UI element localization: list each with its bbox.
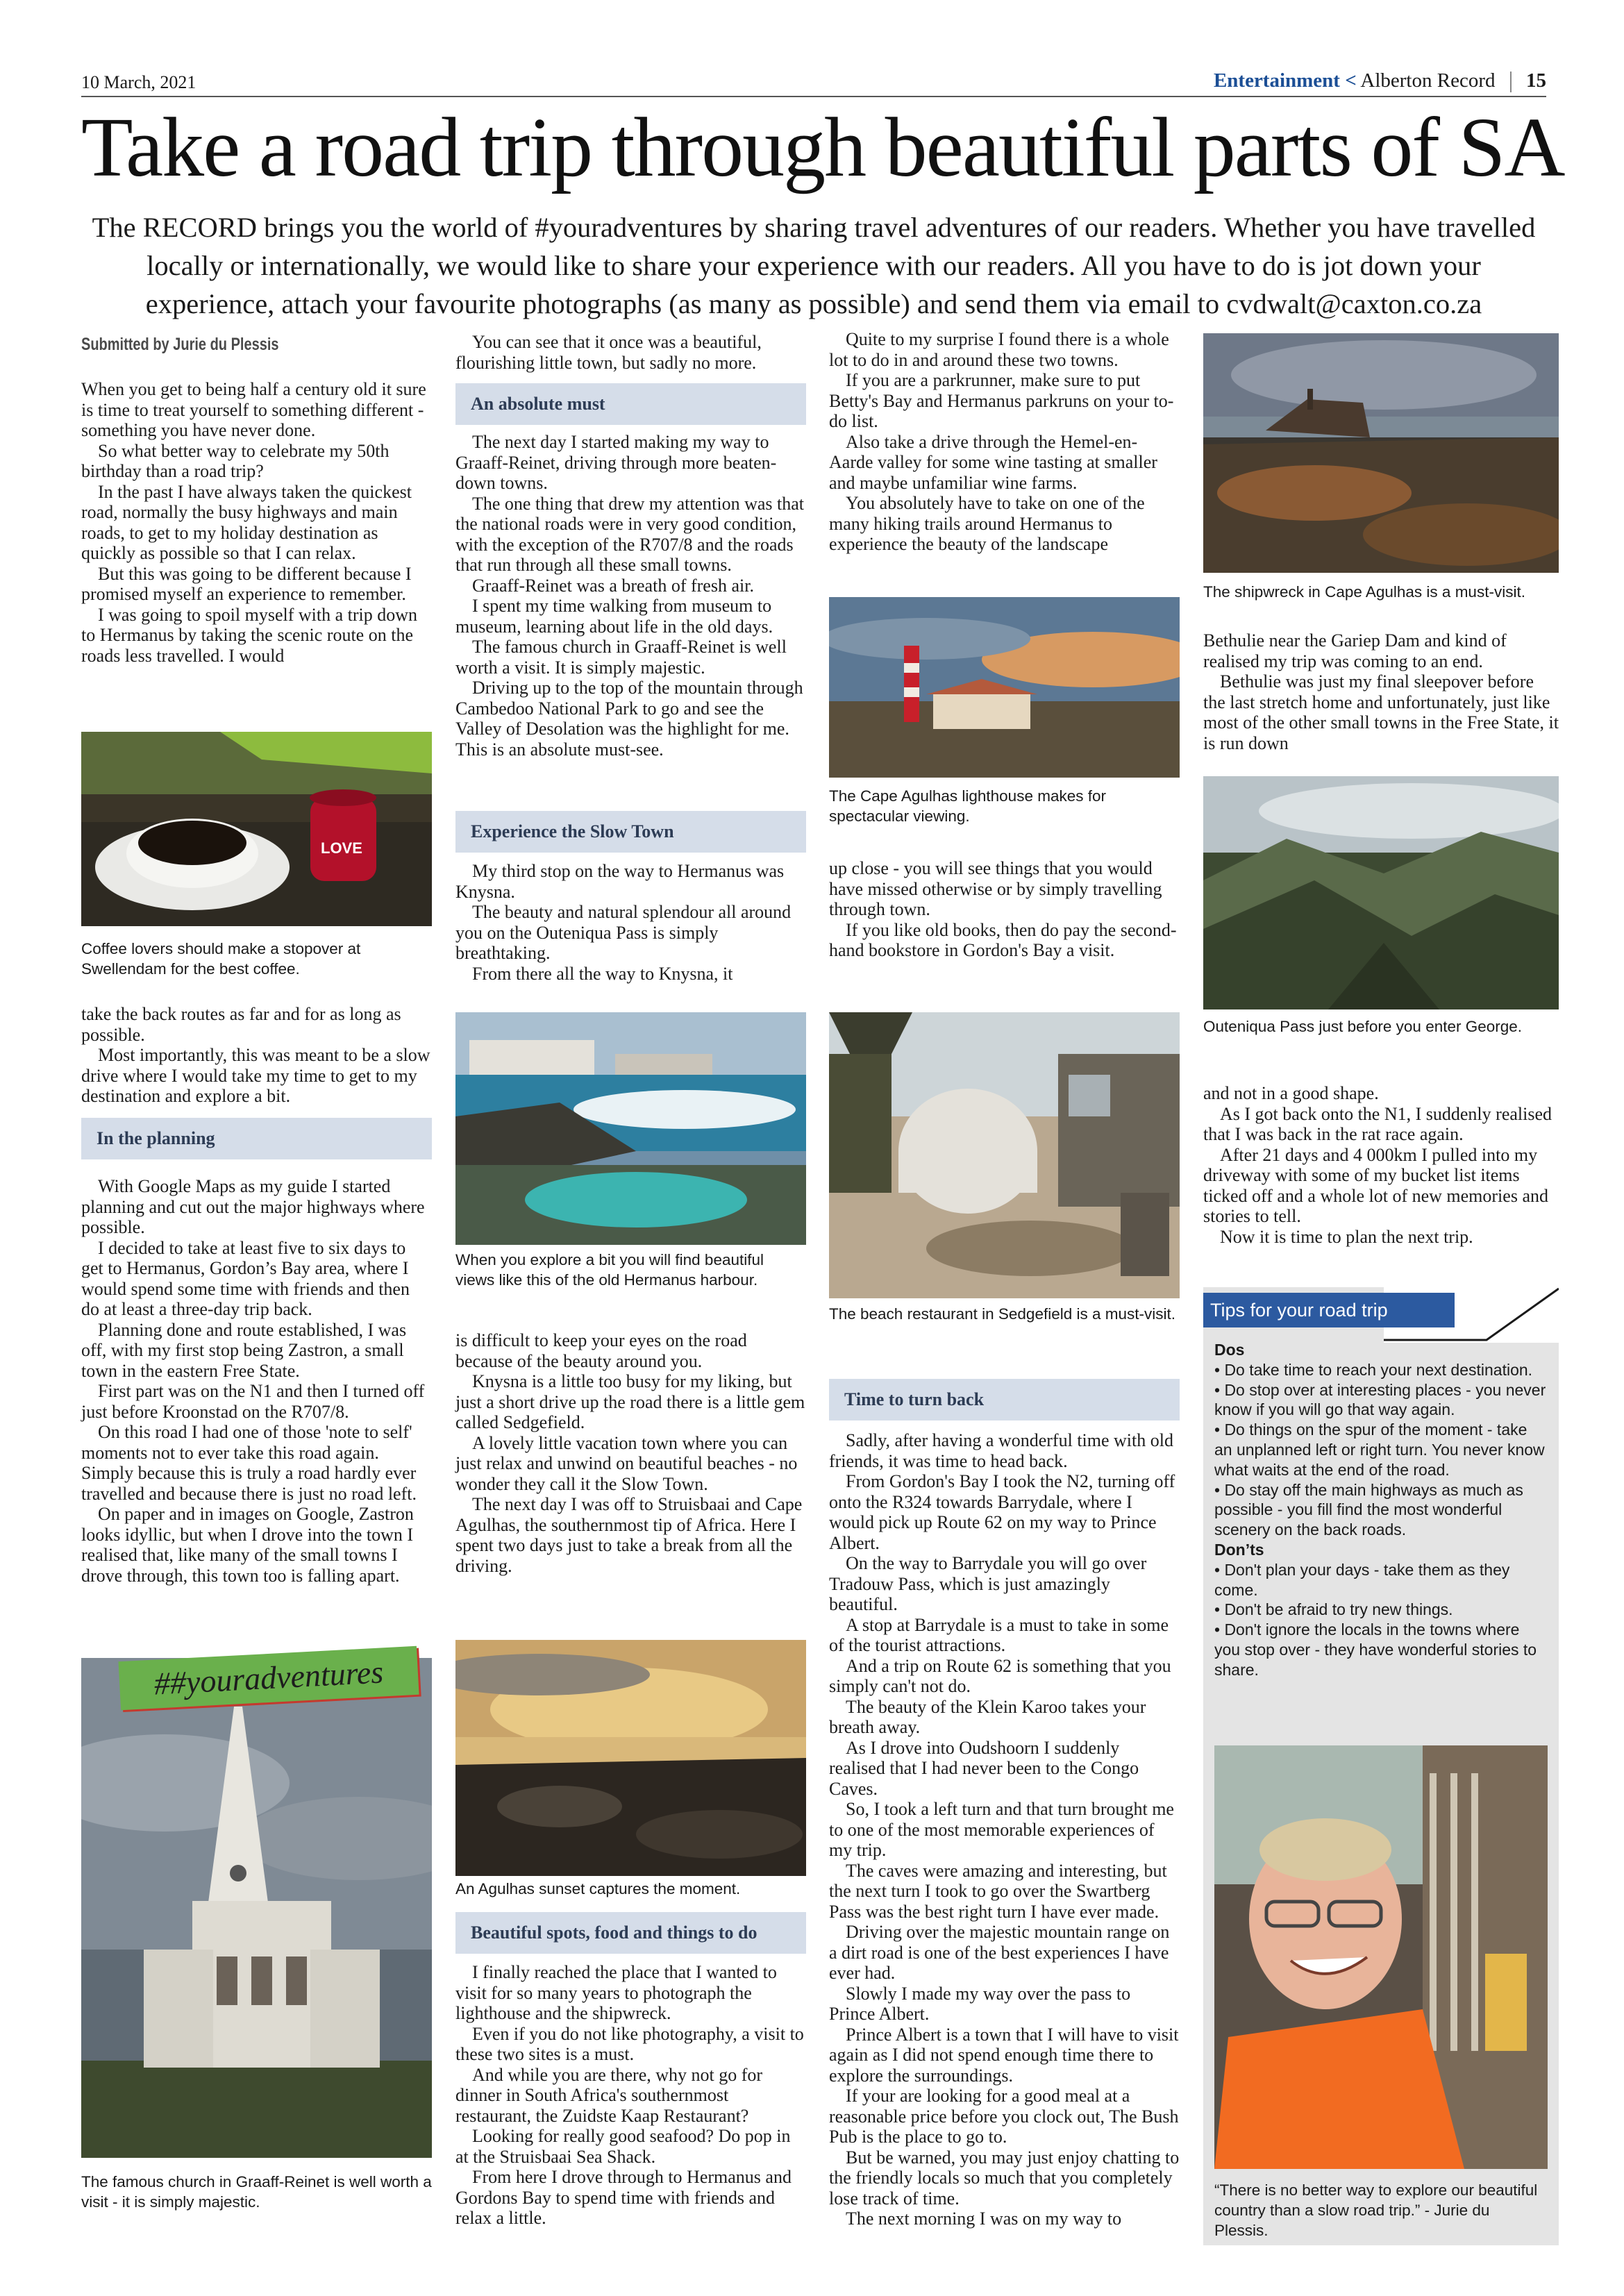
tips-box	[1203, 1287, 1559, 2245]
col2-text-d: is difficult to keep your eyes on the road because of the beauty around you. Knysna is a little too busy for my liking, but just a short drive up the road there is a little gem called Sedgefield. A lovely little vacation town where you can just relax and unwind on beautiful beaches - no wonder they call it the Slow Town. The next day I was off to Struisbaai and Cape Agulhas, the southernmost tip of Africa. Here I spent two days just to take a break from all the driving.	[455, 1330, 805, 1576]
col4-text-a: Bethulie near the Gariep Dam and kind of realised my trip was coming to an end. Bethulie was just my final sleepover before the last stretch home and unfortunately, just like most of the other small towns in the Free State, it is run down	[1203, 630, 1559, 753]
col4-text-b: and not in a good shape. As I got back onto the N1, I suddenly realised that I was back in the rat race again. After 21 days and 4 000km I pulled into my driveway with some of my bucket list items ticked off and a whole lot of new memories and stories to tell. Now it is time to plan the next trip.	[1203, 1083, 1552, 1247]
dos-heading: Dos	[1214, 1341, 1245, 1359]
col2-text-c: My third stop on the way to Hermanus was Knysna. The beauty and natural splendour all around you on the Outeniqua Pass is simply breathtaking. From there all the way to Knysna, it	[455, 861, 792, 984]
page-header	[81, 69, 1546, 97]
dos-item: • Do take time to reach your next destination.	[1214, 1360, 1533, 1379]
outeniqua-pass-photo	[1203, 776, 1559, 1009]
col1-text-a: When you get to being half a century old it sure is time to treat yourself to something different - something you have never done. So what better way to celebrate my 50th birthday than a road trip? In the past I have always taken the quickest road, normally the busy highways and main roads, to get to my holiday destination as quickly as possible so that I can relax. But this was going to be different because I promised myself an experience to remember. I was going to spoil myself with a trip down to Hermanus by taking the scenic route on the roads less travelled. I would	[81, 379, 426, 666]
mug-label: LOVE	[321, 839, 362, 857]
restaurant-photo	[829, 1012, 1180, 1298]
col3-text-b: up close - you will see things that you would have missed otherwise or by simply travelling through town. If you like old books, then do pay the second-hand bookstore in Gordon's Bay a visit.	[829, 858, 1177, 960]
headline: Take a road trip through beautiful parts of SA	[81, 101, 1564, 194]
col2-text-a: You can see that it once was a beautiful, flourishing little town, but sadly no more.	[455, 332, 762, 373]
dos-item: • Do stay off the main highways as much as possible - you fill find the most wonderful scenery on the back roads.	[1214, 1480, 1523, 1539]
harbour-photo	[455, 1012, 806, 1245]
header-divider	[1510, 72, 1512, 92]
section-separator: <	[1345, 69, 1357, 92]
subhead-planning: In the planning	[81, 1118, 432, 1159]
col2-text-e: I finally reached the place that I wanted to visit for so many years to photograph the lighthouse and the shipwreck. Even if you do not like photography, a visit to these two sites is a must. And while you are there, why not go for dinner in South Africa's southernmost restaurant, the Zuidste Kaap Restaurant? Looking for really good seafood? Do pop in at the Struisbaai Sea Shack. From here I drove through to Hermanus and Gordons Bay to spend time with friends and relax a little.	[455, 1962, 804, 2228]
church-photo	[81, 1658, 432, 2158]
coffee-photo	[81, 732, 432, 926]
intro-paragraph: The RECORD brings you the world of #youradventures by sharing travel adventures of our readers. Whether you have travelled locally or internationally, we would like to share your experience with our readers. All you have to do is jot down your experience, attach your favourite photographs (as many as possible) and send them via email to cvdwalt@caxton.co.za	[92, 212, 1536, 319]
tag-text: ##youradventures	[153, 1654, 385, 1702]
shipwreck-photo	[1203, 333, 1559, 573]
col1-text-b: take the back routes as far and for as long as possible. Most importantly, this was meant to be a slow drive where I would take my time to get to my destination and explore a bit.	[81, 1004, 430, 1106]
section-label	[1214, 69, 1546, 92]
page-number: 15	[1526, 69, 1546, 92]
lighthouse-caption: The Cape Agulhas lighthouse makes for spectacular viewing.	[829, 787, 1106, 825]
tips-content	[1214, 1340, 1548, 1680]
dos-item: • Do stop over at interesting places - you never know if you will go that way again.	[1214, 1380, 1546, 1419]
byline: Submitted by Jurie du Plessis	[81, 335, 279, 354]
donts-item: • Don't be afraid to try new things.	[1214, 1600, 1453, 1619]
donts-item: • Don't plan your days - take them as they come.	[1214, 1560, 1510, 1599]
col1-text-c: With Google Maps as my guide I started planning and cut out the major highways where possible. I decided to take at least five to six days to get to Hermanus, Gordon’s Bay area, where I would spend some time with friends and then do at least a three-day trip back. Planning done and route established, I was off, with my first stop being Zastron, a small town in the eastern Free State. First part was on the N1 and then I turned off just before Kroonstad on the R707/8. On this road I had one of those 'note to self' moments not to ever take this road again. Simply because this is truly a road hardly ever travelled and because there is just no road left. On paper and in images on Google, Zastron looks idyllic, but when I drove into the town I realised that, like many of the small towns I drove through, this town too is falling apart.	[81, 1176, 425, 1586]
subhead-slow-town: Experience the Slow Town	[455, 811, 806, 853]
outeniqua-caption: Outeniqua Pass just before you enter George.	[1203, 1018, 1523, 1035]
church-caption: The famous church in Graaff-Reinet is well worth a visit - it is simply majestic.	[81, 2173, 432, 2211]
shipwreck-caption: The shipwreck in Cape Agulhas is a must-visit.	[1203, 583, 1525, 601]
harbour-caption: When you explore a bit you will find beautiful views like this of the old Hermanus harbour.	[455, 1251, 764, 1289]
restaurant-caption: The beach restaurant in Sedgefield is a must-visit.	[829, 1305, 1175, 1323]
lighthouse-photo	[829, 597, 1180, 778]
sunset-caption: An Agulhas sunset captures the moment.	[455, 1880, 741, 1897]
col3-text-c: Sadly, after having a wonderful time with old friends, it was time to head back. From Gordon's Bay I took the N2, turning off onto the R324 towards Barrydale, where I would pick up Route 62 on my way to Prince Albert. On the way to Barrydale you will go over Tradouw Pass, which is just amazingly beautiful. A stop at Barrydale is a must to take in some of the tourist attractions. And a trip on Route 62 is something that you simply can't not do. The beauty of the Klein Karoo takes your breath away. As I drove into Oudshoorn I suddenly realised that I had never been to the Congo Caves. So, I took a left turn and that turn brought me to one of the most memorable experiences of my trip. The caves were amazing and interesting, but the next turn I took to go over the Swartberg Pass was the best right turn I have ever made. Driving over the majestic mountain range on a dirt road is one of the best experiences I have ever had. Slowly I made my way over the pass to Prince Albert. Prince Albert is a town that I will have to visit again as I did not spend enough time there to explore the surroundings. If your are looking for a good meal at a reasonable price before you clock out, The Bush Pub is the place to go to. But be warned, you may just enjoy chatting to the friendly locals so much that you completely lose track of time. The next morning I was on my way to	[829, 1430, 1180, 2229]
donts-heading: Don’ts	[1214, 1540, 1264, 1559]
sunset-photo	[455, 1640, 806, 1876]
donts-item: • Don't ignore the locals in the towns where you stop over - they have wonderful stories to share.	[1214, 1620, 1537, 1679]
subhead-absolute-must: An absolute must	[455, 383, 806, 425]
section-name: Entertainment	[1213, 69, 1340, 92]
selfie-caption: “There is no better way to explore our beautiful country than a slow road trip.” - Jurie du Plessis.	[1214, 2181, 1538, 2239]
subhead-beautiful-spots: Beautiful spots, food and things to do	[455, 1912, 806, 1954]
coffee-caption: Coffee lovers should make a stopover at Swellendam for the best coffee.	[81, 940, 361, 978]
subhead-turn-back: Time to turn back	[829, 1379, 1180, 1421]
publication-name: Alberton Record	[1360, 69, 1496, 92]
selfie-photo	[1214, 1745, 1548, 2169]
tips-title: Tips for your road trip	[1210, 1300, 1388, 1321]
col3-text-a: Quite to my surprise I found there is a whole lot to do in and around these two towns. If you are a parkrunner, make sure to put Betty's Bay and Hermanus parkruns on your to-do list. Also take a drive through the Hemel-en-Aarde valley for some wine tasting at smaller and maybe unfamiliar wine farms. You absolutely have to take on one of the many hiking trails around Hermanus to experience the beauty of the landscape	[829, 329, 1174, 554]
col2-text-b: The next day I started making my way to Graaff-Reinet, driving through more beaten-down towns. The one thing that drew my attention was that the national roads were in very good condition, with the exception of the R707/8 and the roads that run through all these small towns. Graaff-Reinet was a breath of fresh air. I spent my time walking from museum to museum, learning about life in the old days. The famous church in Graaff-Reinet is well worth a visit. It is simply majestic. Driving up to the top of the mountain through Cambedoo National Park to go and see the Valley of Desolation was the highlight for me. This is an absolute must-see.	[455, 432, 804, 760]
issue-date: 10 March, 2021	[81, 72, 196, 92]
dos-item: • Do things on the spur of the moment - take an unplanned left or right turn. You never know what waits at the end of the road.	[1214, 1421, 1545, 1479]
tips-title-bar	[1203, 1293, 1455, 1327]
